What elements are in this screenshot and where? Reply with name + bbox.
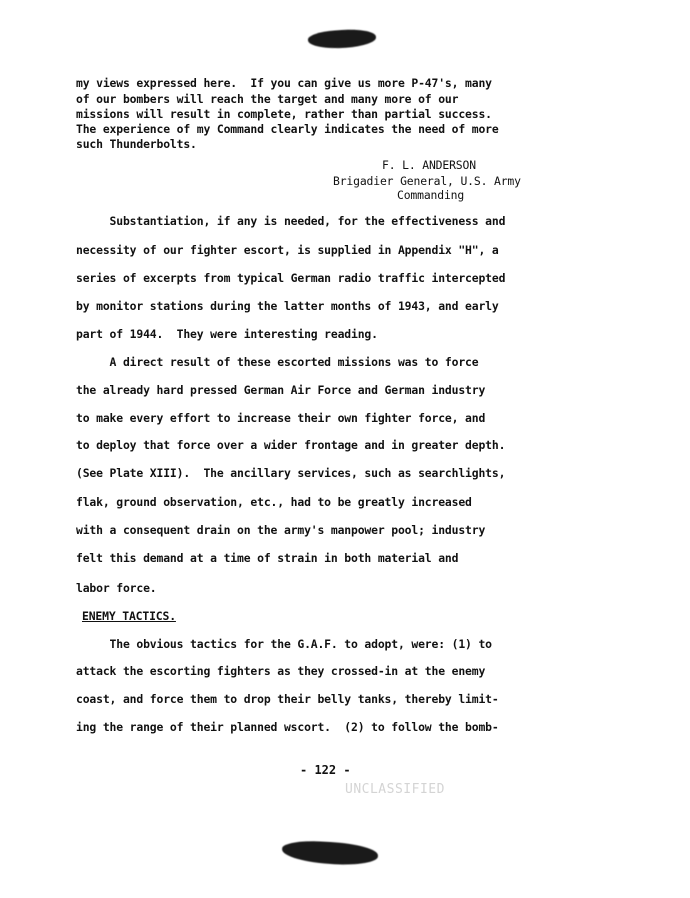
- text-line: (See Plate XIII). The ancillary services, such as searchlights,: [76, 466, 506, 480]
- text-line: the already hard pressed German Air Force and German industry: [76, 383, 486, 397]
- text-line: labor force.: [76, 581, 157, 595]
- text-line: Substantiation, if any is needed, for the effectiveness and: [76, 214, 506, 228]
- text-line: missions will result in complete, rather than partial success.: [76, 107, 492, 121]
- text-line: my views expressed here. If you can give us more P-47's, many: [76, 76, 492, 90]
- text-line: felt this demand at a time of strain in both material and: [76, 551, 459, 565]
- page-number: - 122 -: [300, 763, 351, 777]
- text-line: The experience of my Command clearly indicates the need of more: [76, 122, 499, 136]
- signature-name: F. L. ANDERSON: [382, 158, 476, 172]
- signature-role: Commanding: [397, 188, 465, 202]
- text-line: necessity of our fighter escort, is supplied in Appendix "H", a: [76, 243, 499, 257]
- text-line: ing the range of their planned wscort. (2) to follow the bomb-: [76, 720, 499, 734]
- text-line: to make every effort to increase their own fighter force, and: [76, 411, 486, 425]
- text-line: part of 1944. They were interesting reading.: [76, 327, 378, 341]
- text-line: to deploy that force over a wider frontage and in greater depth.: [76, 438, 506, 452]
- signature-title: Brigadier General, U.S. Army: [333, 174, 521, 188]
- text-line: with a consequent drain on the army's manpower pool; industry: [76, 523, 486, 537]
- section-heading: ENEMY TACTICS.: [82, 609, 176, 623]
- text-line: A direct result of these escorted missions was to force: [76, 355, 479, 369]
- faded-classification-stamp: UNCLASSIFIED: [345, 782, 445, 797]
- text-line: by monitor stations during the latter months of 1943, and early: [76, 299, 499, 313]
- text-line: coast, and force them to drop their belly tanks, thereby limit-: [76, 692, 499, 706]
- redaction-mark-top: [307, 28, 376, 51]
- text-line: flak, ground observation, etc., had to be greatly increased: [76, 495, 472, 509]
- text-line: attack the escorting fighters as they crossed-in at the enemy: [76, 664, 486, 678]
- redaction-mark-bottom: [281, 840, 378, 867]
- text-line: of our bombers will reach the target and many more of our: [76, 92, 459, 106]
- text-line: series of excerpts from typical German radio traffic intercepted: [76, 271, 506, 285]
- text-line: The obvious tactics for the G.A.F. to adopt, were: (1) to: [76, 637, 492, 651]
- text-line: such Thunderbolts.: [76, 137, 197, 151]
